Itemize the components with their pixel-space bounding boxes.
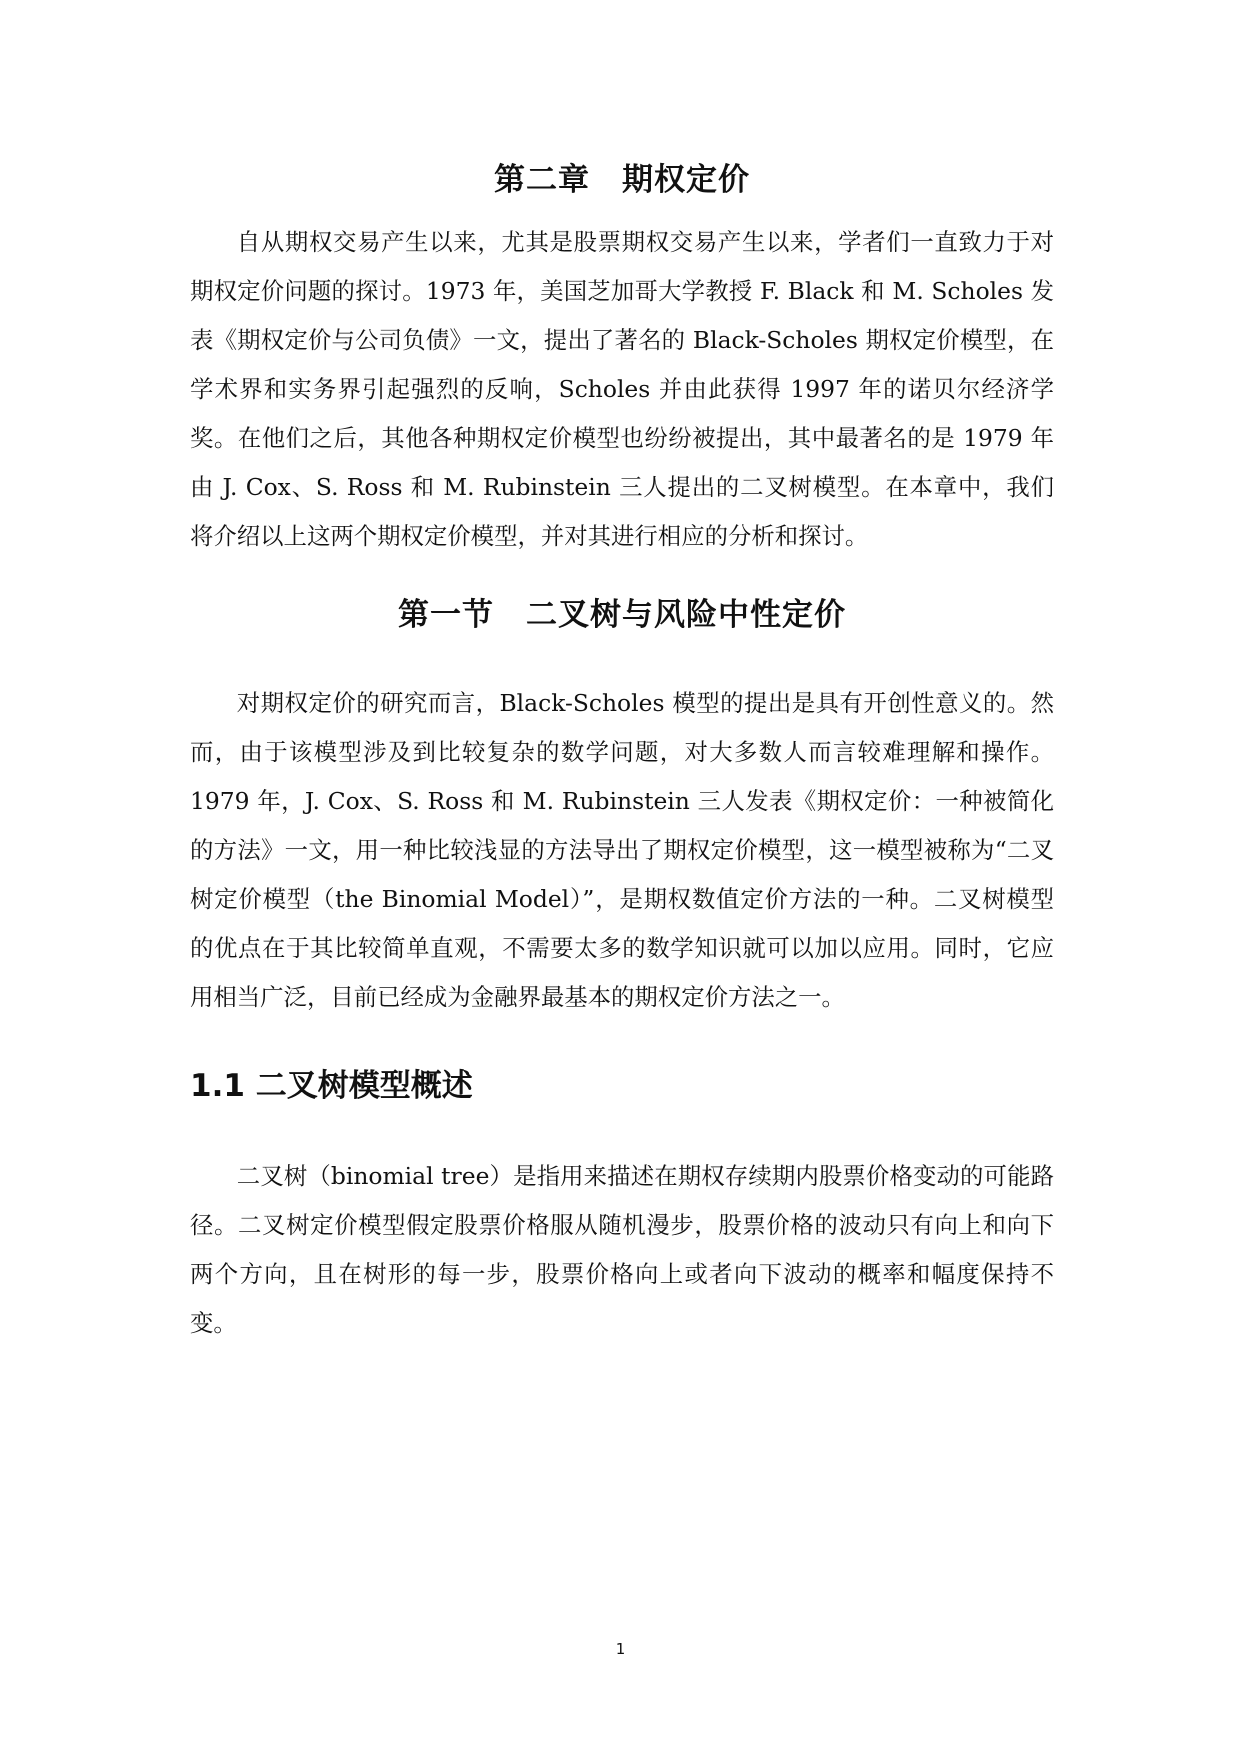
- section-title: 第一节 二叉树与风险中性定价: [398, 597, 846, 633]
- section-paragraph: 对期权定价的研究而言，Black-Scholes 模型的提出是具有开创性意义的。然而，由于该模型涉及到比较复杂的数学问题，对大多数人而言较难理解和操作。1979 年，J. Cox、S. Ross 和 M. Rubinstein 三人发表《期权定价：一种被简化的方法》一文，用一种比较浅显的方法导出了期权定价模型，这一模型被称为“二叉树定价模型（the Binomial Model）”，是期权数值定价方法的一种。二叉树模型的优点在于其比较简单直观，不需要太多的数学知识就可以加以应用。同时，它应用相当广泛，目前已经成为金融界最基本的期权定价方法之一。: [190, 689, 1054, 1011]
- subsection-title: 1.1 二叉树模型概述: [190, 1068, 473, 1104]
- subsection-paragraph: 二叉树（binomial tree）是指用来描述在期权存续期内股票价格变动的可能路径。二叉树定价模型假定股票价格服从随机漫步，股票价格的波动只有向上和向下两个方向，且在树形的每一步，股票价格向上或者向下波动的概率和幅度保持不变。: [190, 1162, 1054, 1337]
- page-number: 1: [615, 1640, 626, 1658]
- chapter-title: 第二章 期权定价: [494, 162, 750, 198]
- page-content: [190, 150, 1054, 1348]
- chapter-intro-paragraph: 自从期权交易产生以来，尤其是股票期权交易产生以来，学者们一直致力于对期权定价问题的探讨。1973 年，美国芝加哥大学教授 F. Black 和 M. Scholes 发表《期权定价与公司负债》一文，提出了著名的 Black-Scholes 期权定价模型，在学术界和实务界引起强烈的反响，Scholes 并由此获得 1997 年的诺贝尔经济学奖。在他们之后，其他各种期权定价模型也纷纷被提出，其中最著名的是 1979 年由 J. Cox、S. Ross 和 M. Rubinstein 三人提出的二叉树模型。在本章中，我们将介绍以上这两个期权定价模型，并对其进行相应的分析和探讨。: [190, 228, 1054, 550]
